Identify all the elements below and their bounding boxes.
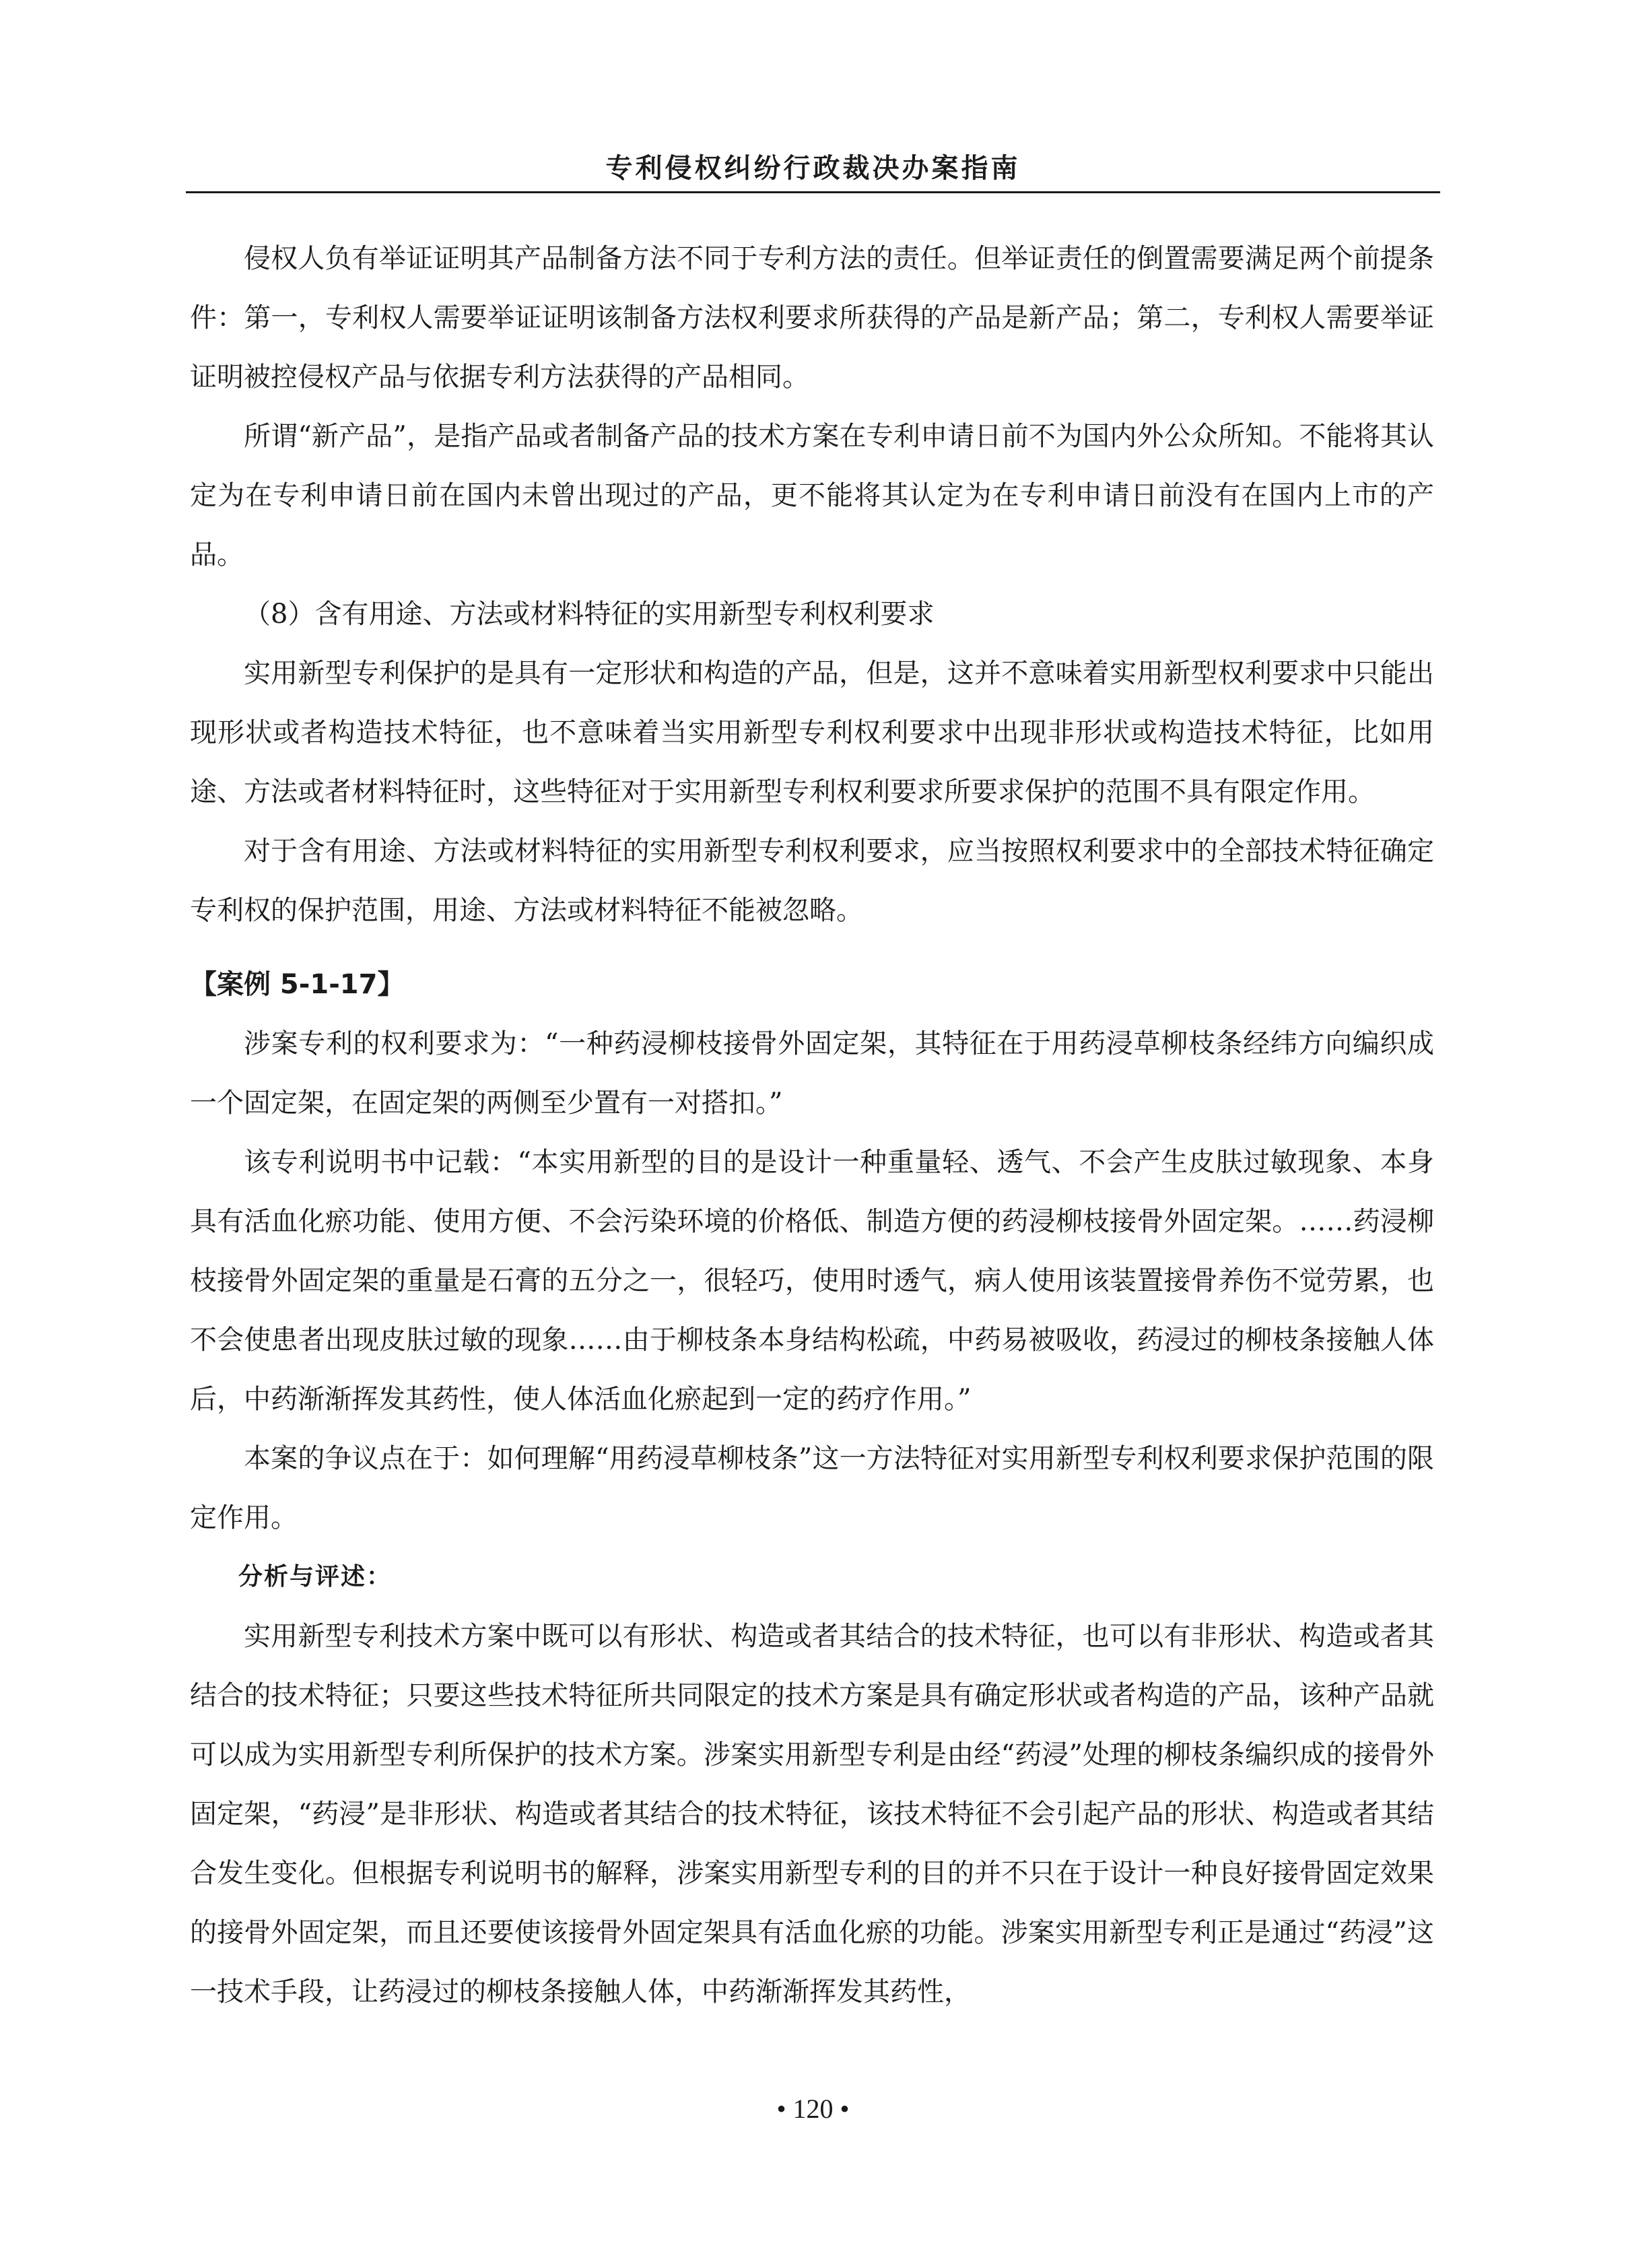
body-paragraph-2: 所谓“新产品”，是指产品或者制备产品的技术方案在专利申请日前不为国内外公众所知。不能将其认定为在专利申请日前在国内未曾出现过的产品，更不能将其认定为在专利申请日前没有在国内上市的产品。: [190, 421, 1434, 570]
page-body: [190, 229, 1434, 2022]
header-rule: [186, 191, 1440, 193]
case-paragraph-1: 涉案专利的权利要求为：“一种药浸柳枝接骨外固定架，其特征在于用药浸草柳枝条经纬方向编织成一个固定架，在固定架的两侧至少置有一对搭扣。”: [190, 1028, 1434, 1119]
page-number: • 120 •: [776, 2094, 850, 2124]
case-paragraph-3: 本案的争议点在于：如何理解“用药浸草柳枝条”这一方法特征对实用新型专利权利要求保护范围的限定作用。: [190, 1443, 1434, 1533]
body-paragraph-3: 实用新型专利保护的是具有一定形状和构造的产品，但是，这并不意味着实用新型权利要求中只能出现形状或者构造技术特征，也不意味着当实用新型专利权利要求中出现非形状或构造技术特征，比如用途、方法或者材料特征时，这些特征对于实用新型专利权利要求所要求保护的范围不具有限定作用。: [190, 658, 1434, 807]
analysis-heading: 分析与评述：: [238, 1563, 393, 1591]
body-paragraph-4: 对于含有用途、方法或材料特征的实用新型专利权利要求，应当按照权利要求中的全部技术特征确定专利权的保护范围，用途、方法或材料特征不能被忽略。: [190, 836, 1434, 926]
analysis-paragraph-1: 实用新型专利技术方案中既可以有形状、构造或者其结合的技术特征，也可以有非形状、构造或者其结合的技术特征；只要这些技术特征所共同限定的技术方案是具有确定形状或者构造的产品，该种产品就可以成为实用新型专利所保护的技术方案。涉案实用新型专利是由经“药浸”处理的柳枝条编织成的接骨外固定架，“药浸”是非形状、构造或者其结合的技术特征，该技术特征不会引起产品的形状、构造或者其结合发生变化。但根据专利说明书的解释，涉案实用新型专利的目的并不只在于设计一种良好接骨固定效果的接骨外固定架，而且还要使该接骨外固定架具有活血化瘀的功能。涉案实用新型专利正是通过“药浸”这一技术手段，让药浸过的柳枝条接触人体，中药渐渐挥发其药性，: [190, 1621, 1434, 2007]
running-header-title: 专利侵权纠纷行政裁决办案指南: [605, 152, 1021, 184]
body-paragraph-1: 侵权人负有举证证明其产品制备方法不同于专利方法的责任。但举证责任的倒置需要满足两个前提条件：第一，专利权人需要举证证明该制备方法权利要求所获得的产品是新产品；第二，专利权人需要举证证明被控侵权产品与依据专利方法获得的产品相同。: [190, 243, 1434, 393]
case-paragraph-2: 该专利说明书中记载：“本实用新型的目的是设计一种重量轻、透气、不会产生皮肤过敏现象、本身具有活血化瘀功能、使用方便、不会污染环境的价格低、制造方便的药浸柳枝接骨外固定架。……药浸柳枝接骨外固定架的重量是石膏的五分之一，很轻巧，使用时透气，病人使用该装置接骨养伤不觉劳累，也不会使患者出现皮肤过敏的现象……由于柳枝条本身结构松疏，中药易被吸收，药浸过的柳枝条接触人体后，中药渐渐挥发其药性，使人体活血化瘀起到一定的药疗作用。”: [190, 1147, 1434, 1415]
section-heading-8: （8）含有用途、方法或材料特征的实用新型专利权利要求: [244, 599, 935, 630]
case-title: 【案例 5-1-17】: [190, 969, 405, 1000]
